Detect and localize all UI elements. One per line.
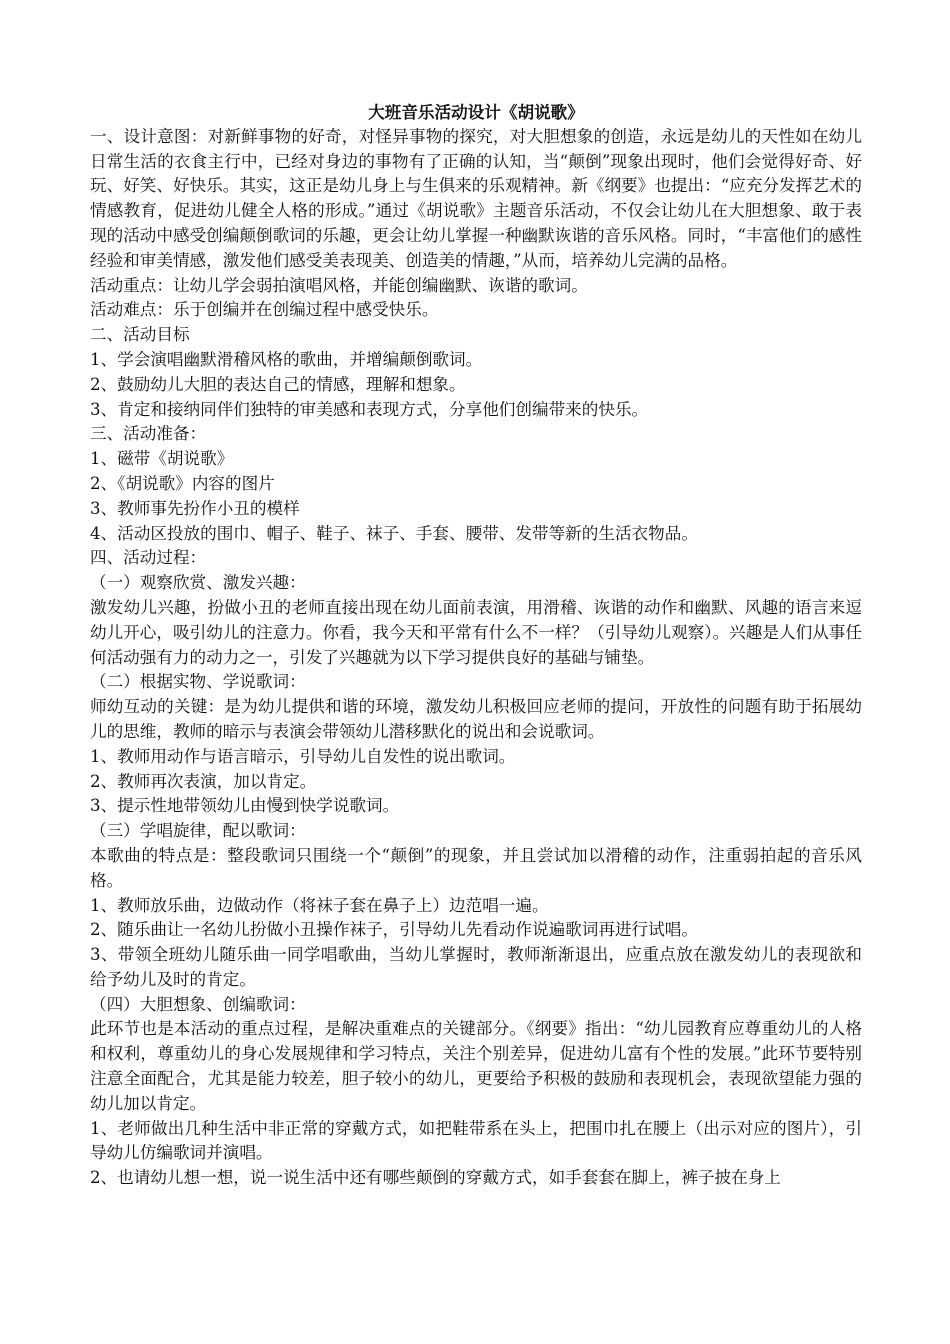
list-item: 3、提示性地带领幼儿由慢到快学说歌词。: [90, 796, 400, 816]
paragraph-body: 此环节也是本活动的重点过程，是解决重难点的关键部分。《纲要》指出：“幼儿园教育应尊重幼儿的人格和权利，尊重幼儿的身心发展规律和学习特点，关注个别差异，促进幼儿富有个性的发展。”此环节要特别注意全面配合，尤其是能力较差，胆子较小的幼儿，更要给予积极的鼓励和表现机会，表现欲望能力强的幼儿加以肯定。: [90, 1019, 862, 1113]
section-heading-process: 四、活动过程：: [90, 548, 207, 568]
list-item: 2、也请幼儿想一想，说一说生活中还有哪些颠倒的穿戴方式，如手套套在脚上，裤子披在身上: [90, 1168, 781, 1188]
paragraph-body: 本歌曲的特点是：整段歌词只围绕一个“颠倒”的现象，并且尝试加以滑稽的动作，注重弱拍起的音乐风格。: [90, 845, 862, 890]
list-item: 3、带领全班幼儿随乐曲一同学唱歌曲，当幼儿掌握时，教师渐渐退出，应重点放在激发幼儿的表现欲和给予幼儿及时的肯定。: [90, 945, 862, 989]
subsection-heading: （二）根据实物、学说歌词：: [90, 672, 306, 692]
paragraph-body: 激发幼儿兴趣，扮做小丑的老师直接出现在幼儿面前表演，用滑稽、诙谐的动作和幽默、风趣的语言来逗幼儿开心，吸引幼儿的注意力。你看，我今天和平常有什么不一样？（引导幼儿观察）。兴趣是人们从事任何活动强有力的动力之一，引发了兴趣就为以下学习提供良好的基础与铺垫。: [90, 597, 862, 667]
document-title: 大班音乐活动设计《胡说歌》: [368, 102, 584, 122]
list-item: 1、磁带《胡说歌》: [90, 449, 234, 469]
list-item: 1、教师放乐曲，边做动作（将袜子套在鼻子上）边范唱一遍。: [90, 895, 549, 915]
list-item: 1、学会演唱幽默滑稽风格的歌曲，并增编颠倒歌词。: [90, 349, 483, 369]
list-item: 1、老师做出几种生活中非正常的穿戴方式，如把鞋带系在头上，把围巾扎在腰上（出示对应的图片），引导幼儿仿编歌词并演唱。: [90, 1118, 862, 1163]
list-item: 2、随乐曲让一名幼儿扮做小丑操作袜子，引导幼儿先看动作说遍歌词再进行试唱。: [90, 920, 698, 940]
section-heading-preparation: 三、活动准备：: [90, 424, 207, 444]
list-item: 4、活动区投放的围巾、帽子、鞋子、袜子、手套、腰带、发带等新的生活衣物品。: [90, 523, 698, 543]
subsection-heading: （一）观察欣赏、激发兴趣：: [90, 573, 306, 593]
document-page: [90, 100, 862, 1191]
list-item: 3、教师事先扮作小丑的模样: [90, 498, 300, 518]
list-item: 2、教师再次表演，加以肯定。: [90, 771, 317, 791]
list-item: 3、肯定和接纳同伴们独特的审美感和表现方式，分享他们创编带来的快乐。: [90, 399, 649, 419]
list-item: 1、教师用动作与语言暗示，引导幼儿自发性的说出歌词。: [90, 746, 516, 766]
paragraph-key-point: 活动重点：让幼儿学会弱拍演唱风格，并能创编幽默、诙谐的歌词。: [90, 275, 588, 295]
subsection-heading: （四）大胆想象、创编歌词：: [90, 994, 306, 1014]
section-heading-goals: 二、活动目标: [90, 325, 190, 345]
paragraph-design-intent: 一、设计意图：对新鲜事物的好奇，对怪异事物的探究，对大胆想象的创造，永远是幼儿的天性如在幼儿日常生活的衣食主行中，已经对身边的事物有了正确的认知，当“颠倒”现象出现时，他们会觉得好奇、好玩、好笑、好快乐。其实，这正是幼儿身上与生俱来的乐观精神。新《纲要》也提出：“应充分发挥艺术的情感教育，促进幼儿健全人格的形成。”通过《胡说歌》主题音乐活动，不仅会让幼儿在大胆想象、敢于表现的活动中感受创编颠倒歌词的乐趣，更会让幼儿掌握一种幽默诙谐的音乐风格。同时，“丰富他们的感性经验和审美情感，激发他们感受美表现美、创造美的情趣，”从而，培养幼儿完满的品格。: [90, 126, 862, 270]
subsection-heading: （三）学唱旋律，配以歌词：: [90, 821, 306, 841]
list-item: 2、鼓励幼儿大胆的表达自己的情感，理解和想象。: [90, 374, 466, 394]
list-item: 2、《胡说歌》内容的图片: [90, 473, 275, 493]
paragraph-body: 师幼互动的关键：是为幼儿提供和谐的环境，激发幼儿积极回应老师的提问，开放性的问题有助于拓展幼儿的思维，教师的暗示与表演会带领幼儿潜移默化的说出和会说歌词。: [90, 697, 862, 741]
paragraph-difficulty: 活动难点：乐于创编并在创编过程中感受快乐。: [90, 300, 439, 320]
